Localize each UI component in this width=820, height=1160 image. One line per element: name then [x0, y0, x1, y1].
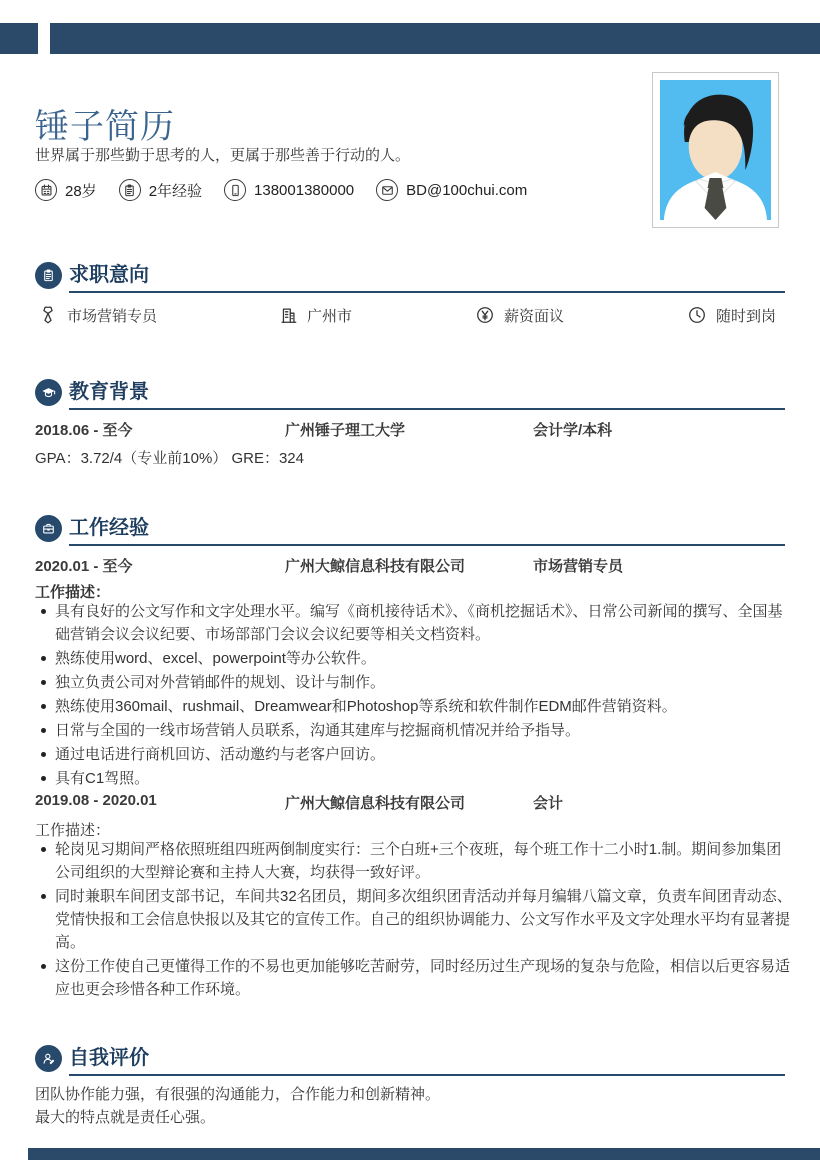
- job2-header-row: [35, 792, 790, 812]
- job1-role: 市场营销专员: [533, 558, 624, 575]
- briefcase-circle-icon: [35, 515, 62, 542]
- contact-age-label: 28岁: [65, 182, 97, 200]
- clock-icon: [687, 305, 707, 325]
- phone-icon: [224, 179, 246, 201]
- section-header-self-evaluation: [35, 1045, 785, 1077]
- intent-position-label: 市场营销专员: [67, 307, 158, 325]
- education-row: [35, 419, 790, 439]
- contact-email-label: BD@100chui.com: [406, 181, 528, 199]
- job1-header-row: [35, 555, 790, 575]
- education-scores: GPA：3.72/4（专业前10%） GRE：324: [35, 450, 304, 467]
- contact-age: [35, 179, 97, 201]
- section-title-self-evaluation: 自我评价: [69, 1047, 149, 1069]
- section-header-job-intent: [35, 262, 785, 294]
- contact-phone: [224, 179, 354, 201]
- section-underline: [69, 408, 785, 410]
- experience-clipboard-icon: [119, 179, 141, 201]
- job1-company: 广州大鲸信息科技有限公司: [285, 558, 466, 575]
- intent-position: [38, 303, 157, 327]
- resume-motto: 世界属于那些勤于思考的人，更属于那些善于行动的人。: [35, 147, 411, 164]
- list-item: 熟练使用360mail、rushmail、Dreamwear和Photoshop等系统和软件制作EDM邮件营销资料。: [38, 695, 792, 718]
- section-underline: [69, 544, 785, 546]
- bottom-bar: [28, 1148, 820, 1160]
- section-title-experience: 工作经验: [69, 517, 149, 539]
- intent-availability-label: 随时到岗: [716, 307, 777, 325]
- intent-city: [278, 303, 352, 327]
- section-header-experience: [35, 515, 785, 547]
- graduation-cap-circle-icon: [35, 379, 62, 406]
- list-item: 熟练使用word、excel、powerpoint等办公软件。: [38, 647, 792, 670]
- intent-salary-label: 薪资面议: [504, 307, 565, 325]
- top-bar: [50, 23, 820, 54]
- job2-bullet-list: [38, 838, 792, 1002]
- section-header-education: [35, 379, 785, 411]
- salary-yen-icon: [475, 305, 495, 325]
- calendar-icon: [35, 179, 57, 201]
- contact-phone-label: 138001380000: [254, 181, 355, 199]
- job2-role: 会计: [533, 795, 564, 812]
- education-degree: 会计学/本科: [533, 422, 613, 439]
- contact-row: [35, 179, 549, 201]
- section-title-job-intent: 求职意向: [69, 264, 149, 286]
- self-evaluation-line: 最大的特点就是责任心强。: [35, 1109, 216, 1126]
- job2-desc-label: 工作描述：: [35, 822, 111, 839]
- list-item: 这份工作使自己更懂得工作的不易也更加能够吃苦耐劳，同时经历过生产现场的复杂与危险，相信以后更容易适应也更会珍惜各种工作环境。: [38, 955, 792, 1001]
- list-item: 轮岗见习期间严格依照班组四班两倒制度实行：三个白班+三个夜班，每个班工作十二小时1.制。期间参加集团公司组织的大型辩论赛和主持人大赛，均获得一致好评。: [38, 838, 792, 884]
- intent-city-label: 广州市: [307, 307, 353, 325]
- avatar-illustration: [660, 80, 771, 220]
- education-school: 广州锤子理工大学: [285, 422, 406, 439]
- section-underline: [69, 291, 785, 293]
- list-item: 日常与全国的一线市场营销人员联系，沟通其建库与挖掘商机情况并给予指导。: [38, 719, 792, 742]
- contact-experience-label: 2年经验: [148, 182, 203, 200]
- list-item: 具有C1驾照。: [38, 767, 792, 790]
- section-title-education: 教育背景: [69, 381, 149, 403]
- self-evaluation-text: [35, 1083, 440, 1129]
- section-underline: [69, 1074, 785, 1076]
- intent-availability: [687, 303, 776, 327]
- document-circle-icon: [35, 262, 62, 289]
- job2-company: 广州大鲸信息科技有限公司: [285, 795, 466, 812]
- job1-bullet-list: [38, 600, 792, 791]
- resume-title: 锤子简历: [35, 107, 175, 146]
- job2-date: 2019.08 - 2020.01: [35, 792, 157, 809]
- top-bar-left-block: [0, 23, 38, 54]
- education-date: 2018.06 - 至今: [35, 422, 133, 439]
- intent-salary: [475, 303, 564, 327]
- email-icon: [376, 179, 398, 201]
- person-circle-icon: [35, 1045, 62, 1072]
- list-item: 通过电话进行商机回访、活动邀约与老客户回访。: [38, 743, 792, 766]
- contact-experience: [119, 179, 202, 201]
- contact-email: [376, 179, 527, 201]
- list-item: 独立负责公司对外营销邮件的规划、设计与制作。: [38, 671, 792, 694]
- list-item: 同时兼职车间团支部书记，车间共32名团员，期间多次组织团青活动并每月编辑八篇文章，负责车间团青动态、党情快报和工会信息快报以及其它的宣传工作。自己的组织协调能力、公文写作水平及文字处理水平均有显著提高。: [38, 885, 792, 954]
- job1-date: 2020.01 - 至今: [35, 558, 133, 575]
- building-icon: [278, 305, 298, 325]
- job1-desc-label: 工作描述：: [35, 584, 111, 601]
- self-evaluation-line: 团队协作能力强，有很强的沟通能力，合作能力和创新精神。: [35, 1086, 441, 1103]
- list-item: 具有良好的公文写作和文字处理水平。编写《商机接待话术》、《商机挖掘话术》、日常公司新闻的撰写、全国基础营销会议会议纪要、市场部部门会议会议纪要等相关文档资料。: [38, 600, 792, 646]
- tie-icon: [38, 305, 58, 325]
- profile-photo: [652, 72, 779, 228]
